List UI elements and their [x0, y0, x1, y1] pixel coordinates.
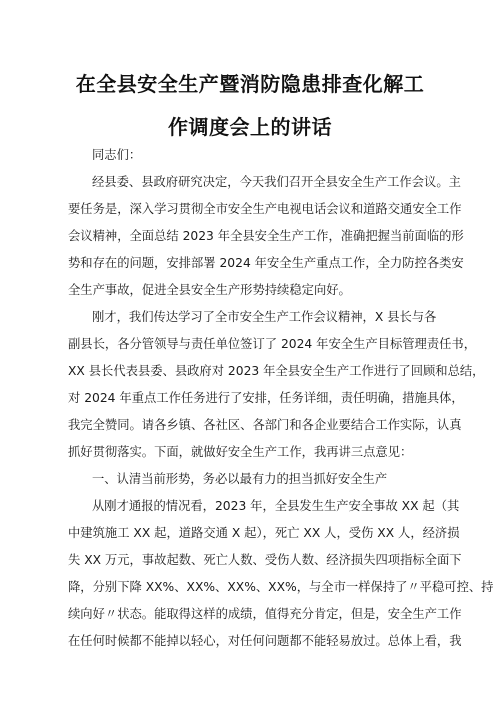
paragraph-3-line-5: 续向好〃状态。能取得这样的成绩，值得充分肯定，但是，安全生产工作	[68, 607, 462, 621]
paragraph-1-line-4: 势和存在的问题，安排部署 2024 年安全生产重点工作，全力防控各类安	[68, 256, 464, 270]
paragraph-1-line-1: 经县委、县政府研究决定，今天我们召开全县安全生产工作会议。主	[92, 175, 461, 189]
document-title-line-1: 在全县安全生产暨消防隐患排查化解工	[75, 72, 425, 96]
paragraph-1-line-5: 全生产事故，促进全县安全生产形势持续稳定向好。	[68, 283, 351, 297]
paragraph-2-line-1: 刚才，我们传达学习了全市安全生产工作会议精神，X 县长与各	[92, 310, 437, 324]
paragraph-1-line-3: 会议精神，全面总结 2023 年全县安全生产工作，准确把握当前面临的形	[68, 229, 464, 243]
paragraph-2-line-6: 抓好贯彻落实。下面，就做好安全生产工作，我再讲三点意见：	[68, 445, 413, 459]
paragraph-3-line-6: 在任何时候都不能掉以轻心，对任何问题都不能轻易放过。总体上看，我	[68, 634, 462, 648]
paragraph-3-line-4: 降，分别下降 XX%、XX%、XX%、XX%，与全市一样保持了〃平稳可控、持	[68, 580, 494, 594]
salutation: 同志们：	[92, 148, 142, 162]
document-title-line-2: 作调度会上的讲话	[168, 115, 332, 139]
paragraph-2-line-2: 副县长，各分管领导与责任单位签订了 2024 年安全生产目标管理责任书，	[68, 337, 477, 351]
paragraph-2-line-5: 我完全赞同。请各乡镇、各社区、各部门和各企业要结合工作实际，认真	[68, 418, 462, 432]
section-heading-1: 一、认清当前形势，务必以最有力的担当抓好安全生产	[92, 472, 388, 486]
paragraph-2-line-4: 对 2024 年重点工作任务进行了安排，任务详细，责任明确，措施具体，	[68, 391, 464, 405]
paragraph-2-line-3: XX 县长代表县委、县政府对 2023 年全县安全生产工作进行了回顾和总结，	[68, 364, 485, 378]
paragraph-3-line-2: 中建筑施工 XX 起，道路交通 X 起），死亡 XX 人，受伤 XX 人，经济损	[68, 526, 460, 540]
paragraph-3-line-1: 从刚才通报的情况看，2023 年，全县发生生产安全事故 XX 起（其	[92, 499, 460, 513]
paragraph-1-line-2: 要任务是，深入学习贯彻全市安全生产电视电话会议和道路交通安全工作	[68, 202, 462, 216]
paragraph-3-line-3: 失 XX 万元，事故起数、死亡人数、受伤人数、经济损失四项指标全面下	[68, 553, 462, 567]
